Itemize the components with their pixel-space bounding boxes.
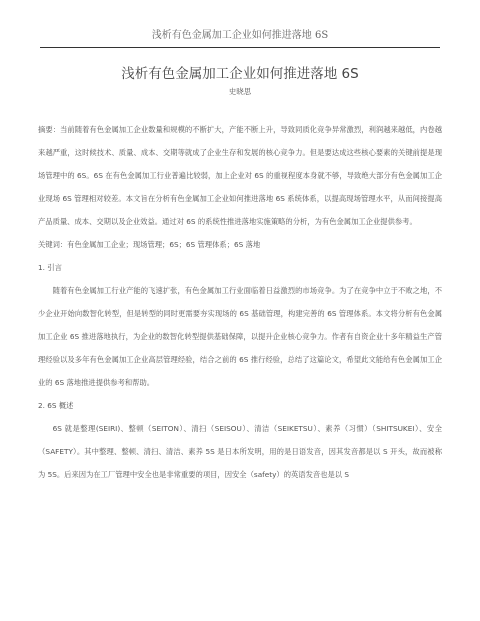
section-heading-overview: 2. 6S 概述 (38, 401, 74, 410)
header-rule (40, 47, 440, 48)
article-body (38, 118, 442, 486)
article-author: 史晓思 (228, 87, 252, 96)
section-body-overview: 6S 就是整理(SEIRI)、整顿（SEITON）、清扫（SEISOU）、清洁（SEIKETSU）、素养（习惯）（SHITSUKEI）、安全（SAFETY）。其中整理、整顿、清扫、清洁、素养 5S 是日本所发明，用的是日语发音，因其发音都是以 S 开头，故而被称为 5S。后来因为在工厂管理中安全也是非常重要的项目，因安全（safety）的英语发音也是以 S (38, 424, 442, 479)
section-heading-introduction: 1. 引言 (38, 263, 62, 272)
running-header: 浅析有色金属加工企业如何推进落地 6S (151, 30, 329, 41)
abstract-paragraph: 摘要：当前随着有色金属加工企业数量和规模的不断扩大，产能不断上升，导致同质化竞争异常激烈，利润越来越低，内卷越来越严重，这时候技术、质量、成本、交期等就成了企业生存和发展的核心竞争力。但是要达成这些核心要素的关键前提是现场管理中的 6S。6S 在有色金属加工行业普遍比较弱，加上企业对 6S 的重视程度本身就不够，导致绝大部分有色金属加工企业现场 6S 管理相对较差。本文旨在分析有色金属加工企业如何推进落地 6S 系统体系，以提高现场管理水平，从而间接提高产品质量、成本、交期以及企业效益。通过对 6S 的系统性推进落地实施策略的分析，为有色金属加工企业提供参考。 (38, 125, 442, 226)
article-title: 浅析有色金属加工企业如何推进落地 6S (121, 66, 359, 82)
section-body-introduction: 随着有色金属加工行业产能的飞速扩张，有色金属加工行业面临着日益激烈的市场竞争。为了在竞争中立于不败之地，不少企业开始向数智化转型，但是转型的同时更需要夯实现场的 6S 基础管理，构建完善的 6S 管理体系。本文将分析有色金属加工企业 6S 推进落地执行，为企业的数智化转型提供基础保障，以提升企业核心竞争力。作者有自资企业十多年精益生产管理经验以及多年有色金属加工企业高层管理经验，结合之前的 6S 推行经验，总结了这篇论文，希望此文能给有色金属加工企业的 6S 落地推进提供参考和帮助。 (38, 286, 442, 387)
keywords-line: 关键词：有色金属加工企业；现场管理；6S；6S 管理体系；6S 落地 (38, 240, 261, 249)
